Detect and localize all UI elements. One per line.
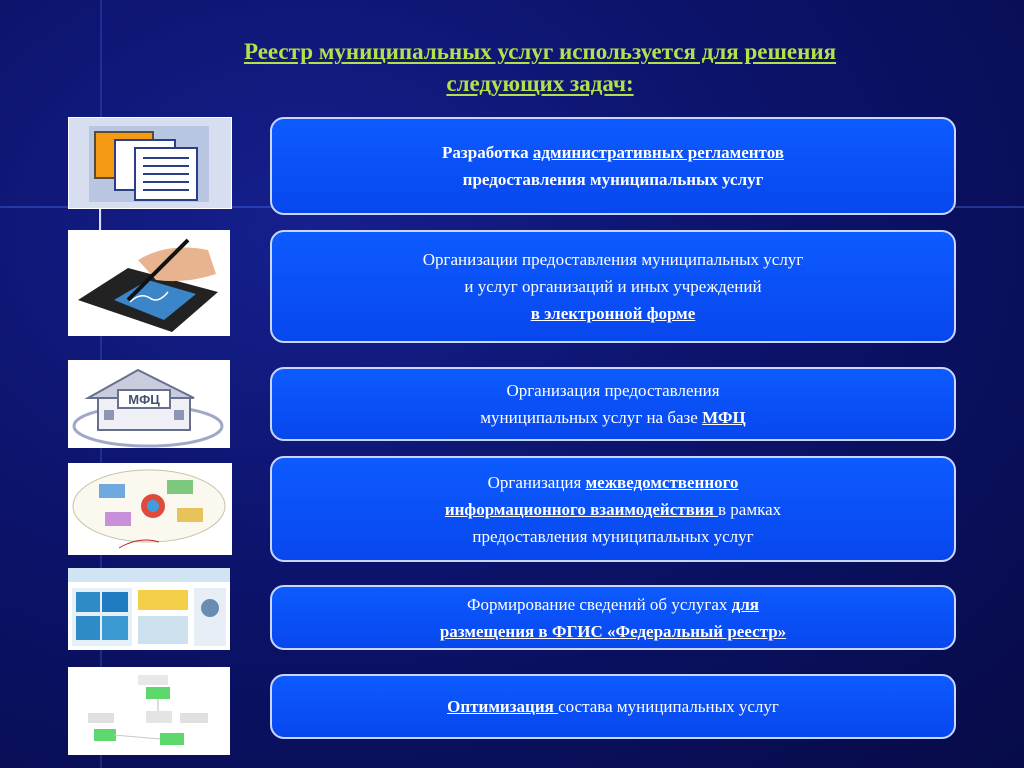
task-box-interagency <box>270 456 956 562</box>
task-box-electronic <box>270 230 956 343</box>
box4-line-3: предоставления муниципальных услуг <box>472 526 754 546</box>
mfc-label: МФЦ <box>128 392 160 407</box>
connector <box>99 206 101 230</box>
box2-line-3: в электронной форме <box>530 304 696 323</box>
thumb-documents <box>68 117 232 209</box>
box3-text-a: муниципальных услуг на базе <box>480 408 703 427</box>
box4-text-b: межведомственного <box>585 472 739 492</box>
box6-text-a: Оптимизация <box>447 697 559 716</box>
mfc-building-icon <box>68 360 230 448</box>
box5-text-a: Формирование сведений об услугах <box>467 594 732 614</box>
box1-line-2: предоставления муниципальных услуг <box>462 170 764 189</box>
box1-text-a: Разработка <box>442 143 533 162</box>
interagency-diagram-icon <box>69 464 231 554</box>
thumb-web-portal <box>68 568 230 650</box>
task-box-federal-registry <box>270 585 956 650</box>
title-line-2: следующих задач: <box>446 71 634 96</box>
box4-text-d: в рамках <box>718 499 782 519</box>
box5-text-b: для <box>731 594 759 614</box>
signature-pad-icon <box>68 230 230 336</box>
thumb-interagency <box>68 463 232 555</box>
box6-text-b: состава муниципальных услуг <box>558 697 779 716</box>
task-box-mfc <box>270 367 956 441</box>
documents-icon <box>69 118 231 208</box>
task-box-optimization <box>270 674 956 739</box>
box1-text-b: административных регламентов <box>532 143 784 162</box>
box2-line-2: и услуг организаций и иных учреждений <box>464 277 762 296</box>
page-title <box>150 36 930 100</box>
box3-text-b: МФЦ <box>702 408 746 427</box>
web-portal-icon <box>68 568 230 650</box>
box5-line-2: размещения в ФГИС «Федеральный реестр» <box>439 621 787 641</box>
task-box-regulations <box>270 117 956 215</box>
thumb-flowchart <box>68 667 230 755</box>
box4-text-c: информационного взаимодействия <box>444 499 719 519</box>
thumb-signature-pad <box>68 230 230 336</box>
box2-line-1: Организации предоставления муниципальных услуг <box>422 250 804 269</box>
thumb-mfc <box>68 360 230 448</box>
flowchart-icon <box>68 667 230 755</box>
title-line-1: Реестр муниципальных услуг используется для решения <box>243 39 837 64</box>
box4-text-a: Организация <box>487 472 586 492</box>
box3-line-1: Организация предоставления <box>506 381 720 400</box>
